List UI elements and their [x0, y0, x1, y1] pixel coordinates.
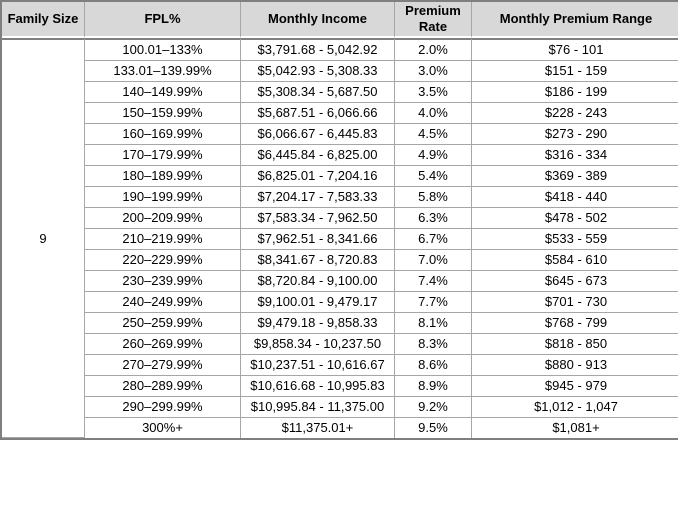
cell-fpl: 170–179.99% [85, 145, 241, 166]
cell-fpl: 250–259.99% [85, 313, 241, 334]
table-row [2, 397, 678, 418]
table-row [2, 355, 678, 376]
cell-rate: 4.0% [395, 103, 472, 124]
cell-range: $880 - 913 [472, 355, 678, 376]
col-header-monthly-income: Monthly Income [241, 2, 395, 38]
cell-fpl: 150–159.99% [85, 103, 241, 124]
cell-rate: 3.5% [395, 82, 472, 103]
cell-rate: 2.0% [395, 38, 472, 61]
cell-income: $8,720.84 - 9,100.00 [241, 271, 395, 292]
cell-range: $645 - 673 [472, 271, 678, 292]
cell-rate: 6.3% [395, 208, 472, 229]
cell-range: $1,081+ [552, 420, 600, 435]
cell-income: $9,100.01 - 9,479.17 [241, 292, 395, 313]
cell-fpl: 160–169.99% [85, 124, 241, 145]
table-row [2, 187, 678, 208]
table-header [2, 2, 678, 38]
cell-range: $1,012 - 1,047 [472, 397, 678, 418]
cell-income: $6,825.01 - 7,204.16 [241, 166, 395, 187]
cell-fpl: 230–239.99% [85, 271, 241, 292]
cell-rate: 7.0% [395, 250, 472, 271]
cell-fpl: 280–289.99% [85, 376, 241, 397]
cell-fpl: 180–189.99% [85, 166, 241, 187]
table-row [2, 334, 678, 355]
cell-income: $9,479.18 - 9,858.33 [241, 313, 395, 334]
cell-rate: 5.4% [395, 166, 472, 187]
cell-range: $151 - 159 [472, 61, 678, 82]
cell-income: $10,616.68 - 10,995.83 [241, 376, 395, 397]
cell-range: $273 - 290 [472, 124, 678, 145]
cell-range: $701 - 730 [472, 292, 678, 313]
table-row [2, 208, 678, 229]
table-row [2, 124, 678, 145]
cell-fpl: 140–149.99% [85, 82, 241, 103]
cell-range: $418 - 440 [472, 187, 678, 208]
table-row [2, 313, 678, 334]
cell-rate: 5.8% [395, 187, 472, 208]
cell-rate: 8.1% [395, 313, 472, 334]
table-row [2, 82, 678, 103]
cell-rate: 9.5% [395, 418, 472, 438]
cell-rate: 8.9% [395, 376, 472, 397]
cell-fpl: 270–279.99% [85, 355, 241, 376]
cell-income: $7,962.51 - 8,341.66 [241, 229, 395, 250]
cell-rate: 8.3% [395, 334, 472, 355]
cell-rate: 8.6% [395, 355, 472, 376]
cell-income: $5,687.51 - 6,066.66 [241, 103, 395, 124]
table-row [2, 103, 678, 124]
cell-income: $6,445.84 - 6,825.00 [241, 145, 395, 166]
cell-income: $6,066.67 - 6,445.83 [241, 124, 395, 145]
table-row [2, 38, 678, 61]
cell-income: $5,042.93 - 5,308.33 [241, 61, 395, 82]
cell-rate: 7.4% [395, 271, 472, 292]
table-row [2, 61, 678, 82]
col-header-monthly-premium-range: Monthly Premium Range [472, 2, 678, 38]
cell-range: $316 - 334 [472, 145, 678, 166]
cell-fpl: 240–249.99% [85, 292, 241, 313]
table-row [2, 229, 678, 250]
cell-fpl: 100.01–133% [85, 38, 241, 61]
cell-range: $76 - 101 [472, 38, 678, 61]
cell-rate: 3.0% [395, 61, 472, 82]
table-row [2, 250, 678, 271]
cell-fpl: 300%+ [85, 418, 241, 438]
cell-fpl: 133.01–139.99% [85, 61, 241, 82]
cell-fpl: 190–199.99% [85, 187, 241, 208]
cell-rate: 9.2% [395, 397, 472, 418]
table-row [2, 418, 678, 438]
table-body [2, 38, 678, 438]
cell-income: $10,237.51 - 10,616.67 [241, 355, 395, 376]
table-row [2, 166, 678, 187]
cell-income: $5,308.34 - 5,687.50 [241, 82, 395, 103]
table-row [2, 271, 678, 292]
cell-rate: 7.7% [395, 292, 472, 313]
cell-income: $7,583.34 - 7,962.50 [241, 208, 395, 229]
cell-range: $768 - 799 [472, 313, 678, 334]
cell-fpl: 200–209.99% [85, 208, 241, 229]
col-header-premium-rate: Premium Rate [395, 2, 472, 38]
cell-range: $186 - 199 [472, 82, 678, 103]
cell-range: $945 - 979 [472, 376, 678, 397]
header-row [2, 2, 678, 38]
cell-fpl: 220–229.99% [85, 250, 241, 271]
cell-income: $3,791.68 - 5,042.92 [241, 38, 395, 61]
cell-income: $11,375.01+ [241, 418, 395, 438]
cell-range: $228 - 243 [472, 103, 678, 124]
table-row [2, 376, 678, 397]
cell-rate: 4.9% [395, 145, 472, 166]
cell-range: $818 - 850 [472, 334, 678, 355]
cell-fpl: 290–299.99% [85, 397, 241, 418]
table-row [2, 292, 678, 313]
cell-range: $533 - 559 [472, 229, 678, 250]
col-header-family-size: Family Size [2, 2, 85, 38]
cell-income: $7,204.17 - 7,583.33 [241, 187, 395, 208]
cell-income: $9,858.34 - 10,237.50 [241, 334, 395, 355]
family-size-cell: 9 [2, 38, 85, 438]
cell-range: $478 - 502 [472, 208, 678, 229]
cell-fpl: 260–269.99% [85, 334, 241, 355]
cell-income: $8,341.67 - 8,720.83 [241, 250, 395, 271]
cell-range: $369 - 389 [472, 166, 678, 187]
cell-fpl: 210–219.99% [85, 229, 241, 250]
table-row [2, 145, 678, 166]
cell-range: $584 - 610 [472, 250, 678, 271]
cell-rate: 4.5% [395, 124, 472, 145]
col-header-fpl: FPL% [85, 2, 241, 38]
cell-income: $10,995.84 - 11,375.00 [241, 397, 395, 418]
cell-rate: 6.7% [395, 229, 472, 250]
